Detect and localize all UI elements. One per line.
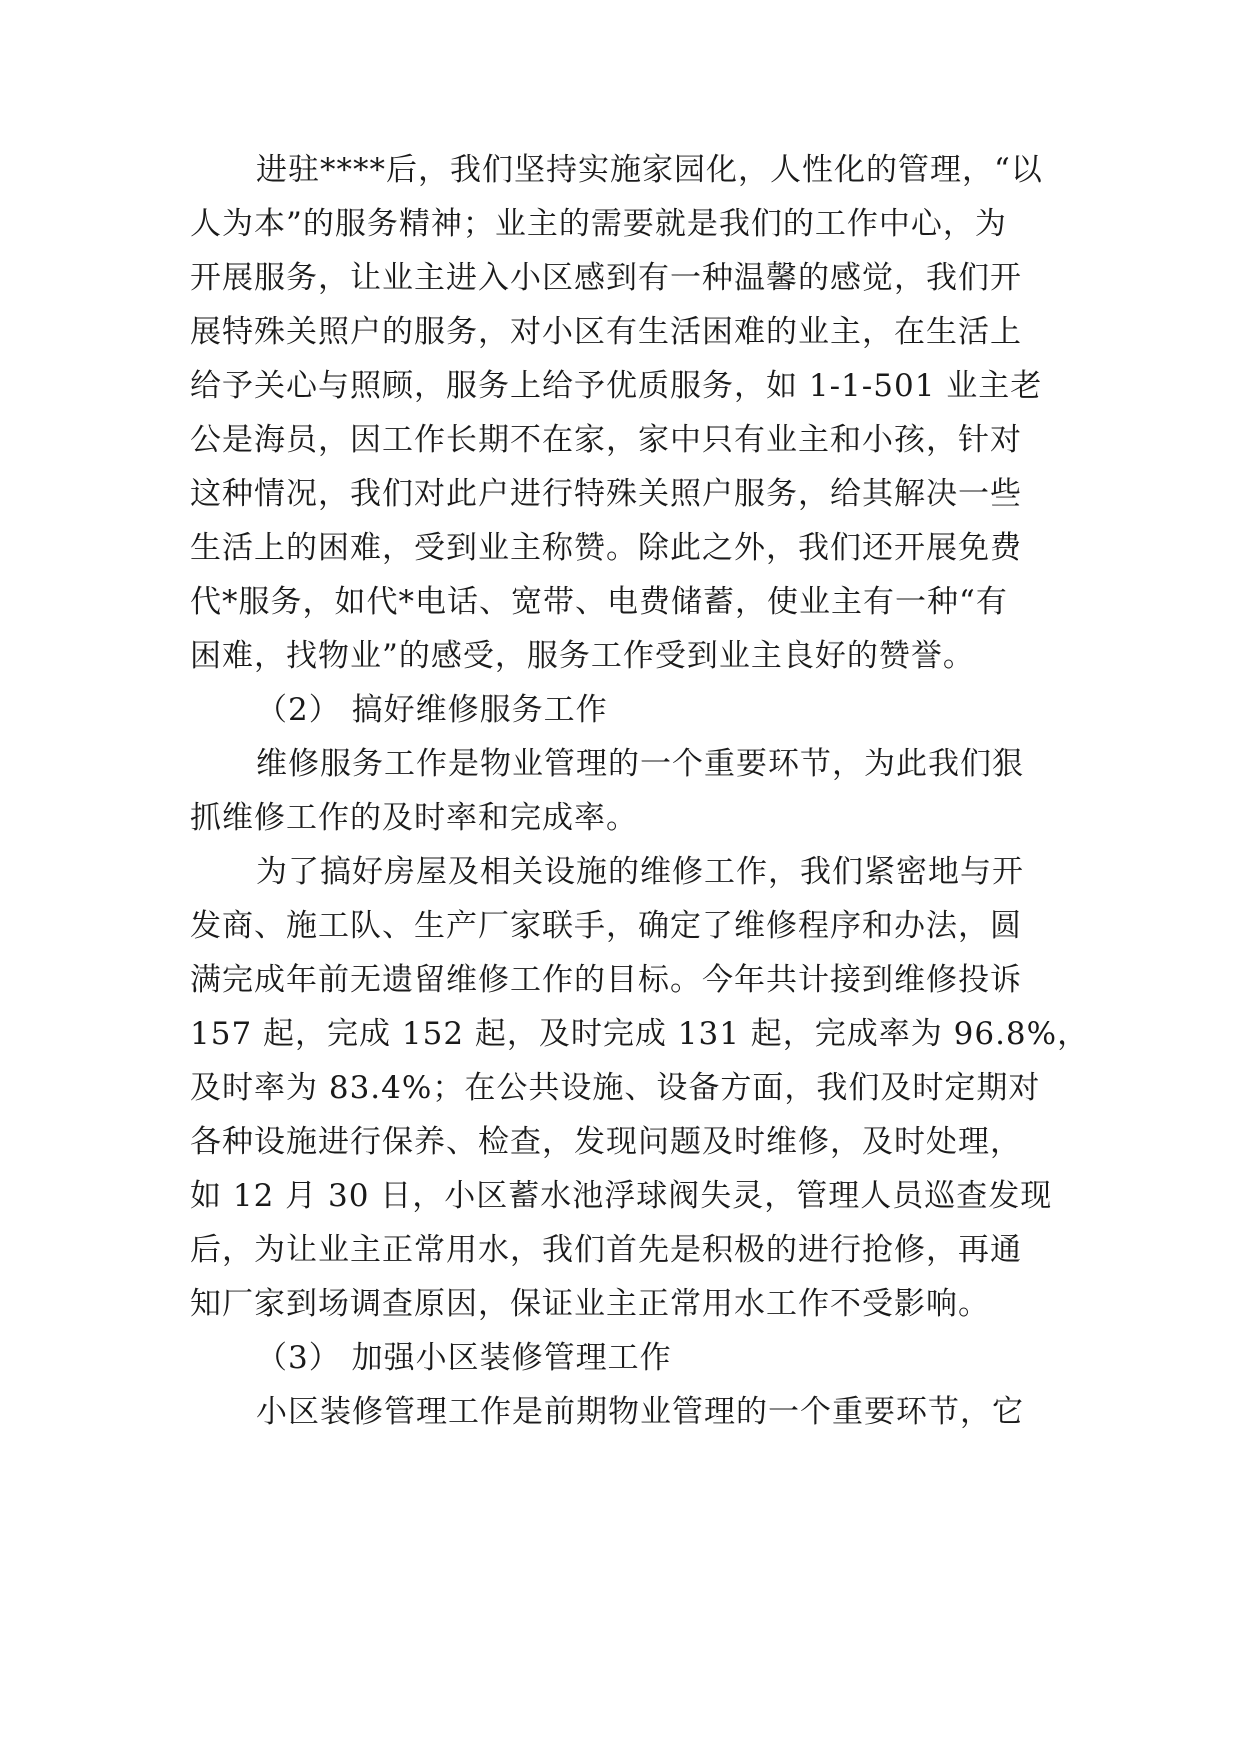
paragraph-line: 后，为让业主正常用水，我们首先是积极的进行抢修，再通 [190,1232,1022,1268]
paragraph-line: 157 起，完成 152 起，及时完成 131 起，完成率为 96.8%， [190,1016,1090,1052]
paragraph-line: 进驻****后，我们坚持实施家园化，人性化的管理，“以 [256,152,1043,188]
paragraph-line: 各种设施进行保养、检查，发现问题及时维修，及时处理， [190,1124,1022,1160]
paragraph-line: 维修服务工作是物业管理的一个重要环节，为此我们狠 [256,746,1024,782]
paragraph-line: 公是海员，因工作长期不在家，家中只有业主和小孩，针对 [190,422,1022,458]
paragraph-line: 知厂家到场调查原因，保证业主正常用水工作不受影响。 [190,1286,990,1322]
paragraph-line: 人为本”的服务精神；业主的需要就是我们的工作中心，为 [190,206,1007,242]
paragraph-line: 及时率为 83.4%；在公共设施、设备方面，我们及时定期对 [190,1070,1041,1106]
paragraph-line: 这种情况，我们对此户进行特殊关照户服务，给其解决一些 [190,476,1022,512]
section-heading: （3） 加强小区装修管理工作 [256,1340,672,1376]
paragraph-line: 开展服务，让业主进入小区感到有一种温馨的感觉，我们开 [190,260,1022,296]
paragraph-line: 发商、施工队、生产厂家联手，确定了维修程序和办法，圆 [190,908,1022,944]
paragraph-line: 展特殊关照户的服务，对小区有生活困难的业主，在生活上 [190,314,1022,350]
paragraph-line: 满完成年前无遗留维修工作的目标。今年共计接到维修投诉 [190,962,1022,998]
paragraph-line: 为了搞好房屋及相关设施的维修工作，我们紧密地与开 [256,854,1024,890]
paragraph-line: 小区装修管理工作是前期物业管理的一个重要环节，它 [256,1394,1024,1430]
section-heading: （2） 搞好维修服务工作 [256,692,608,728]
paragraph-line: 如 12 月 30 日，小区蓄水池浮球阀失灵，管理人员巡查发现 [190,1178,1053,1214]
paragraph-line: 代*服务，如代*电话、宽带、电费储蓄，使业主有一种“有 [190,584,1008,620]
paragraph-line: 给予关心与照顾，服务上给予优质服务，如 1-1-501 业主老 [190,368,1043,404]
paragraph-line: 生活上的困难，受到业主称赞。除此之外，我们还开展免费 [190,530,1022,566]
paragraph-line: 抓维修工作的及时率和完成率。 [190,800,638,836]
paragraph-line: 困难，找物业”的感受，服务工作受到业主良好的赞誉。 [190,638,975,674]
